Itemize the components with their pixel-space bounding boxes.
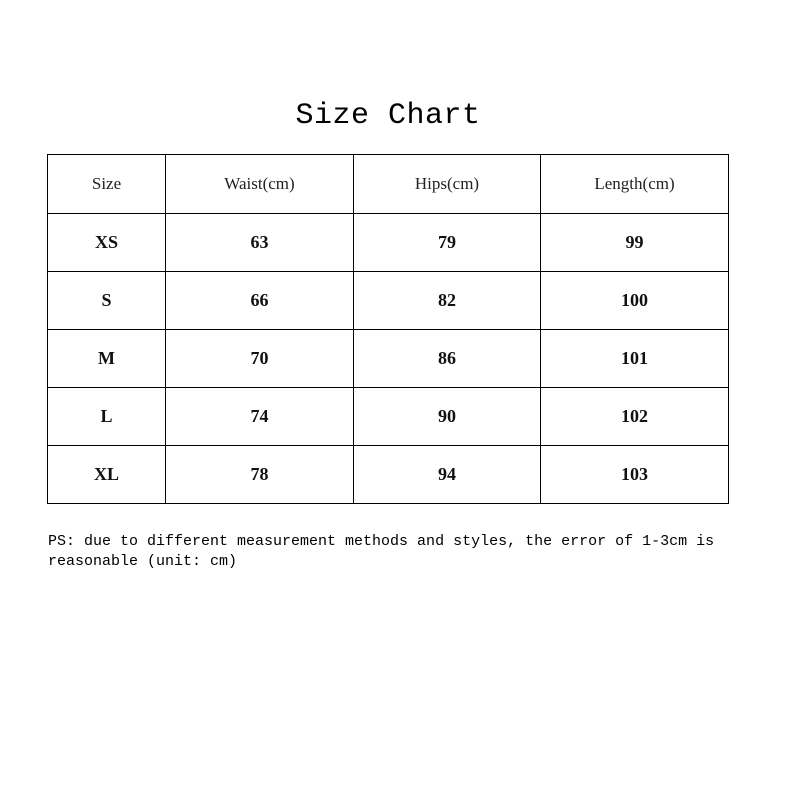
cell-size: S bbox=[48, 272, 166, 330]
cell-waist: 70 bbox=[166, 330, 354, 388]
table-row bbox=[48, 272, 729, 330]
table-header-row bbox=[48, 155, 729, 214]
cell-length: 102 bbox=[541, 388, 729, 446]
cell-length: 100 bbox=[541, 272, 729, 330]
cell-hips: 86 bbox=[354, 330, 541, 388]
cell-length: 99 bbox=[541, 214, 729, 272]
cell-waist: 78 bbox=[166, 446, 354, 504]
cell-size: XS bbox=[48, 214, 166, 272]
cell-size: L bbox=[48, 388, 166, 446]
size-chart-table bbox=[47, 154, 729, 504]
cell-waist: 74 bbox=[166, 388, 354, 446]
cell-waist: 66 bbox=[166, 272, 354, 330]
column-header-size: Size bbox=[48, 155, 166, 214]
note-line-1: PS: due to different measurement methods and styles, the error of 1-3cm is bbox=[48, 533, 715, 550]
cell-length: 101 bbox=[541, 330, 729, 388]
note-line-2: reasonable (unit: cm) bbox=[48, 553, 238, 570]
cell-hips: 90 bbox=[354, 388, 541, 446]
column-header-waist: Waist(cm) bbox=[166, 155, 354, 214]
cell-waist: 63 bbox=[166, 214, 354, 272]
cell-size: M bbox=[48, 330, 166, 388]
measurement-note bbox=[48, 532, 748, 572]
cell-hips: 82 bbox=[354, 272, 541, 330]
cell-size: XL bbox=[48, 446, 166, 504]
chart-title: Size Chart bbox=[295, 99, 481, 133]
table-row bbox=[48, 330, 729, 388]
cell-hips: 94 bbox=[354, 446, 541, 504]
cell-length: 103 bbox=[541, 446, 729, 504]
cell-hips: 79 bbox=[354, 214, 541, 272]
column-header-hips: Hips(cm) bbox=[354, 155, 541, 214]
table-row bbox=[48, 446, 729, 504]
table-row bbox=[48, 214, 729, 272]
table-row bbox=[48, 388, 729, 446]
column-header-length: Length(cm) bbox=[541, 155, 729, 214]
